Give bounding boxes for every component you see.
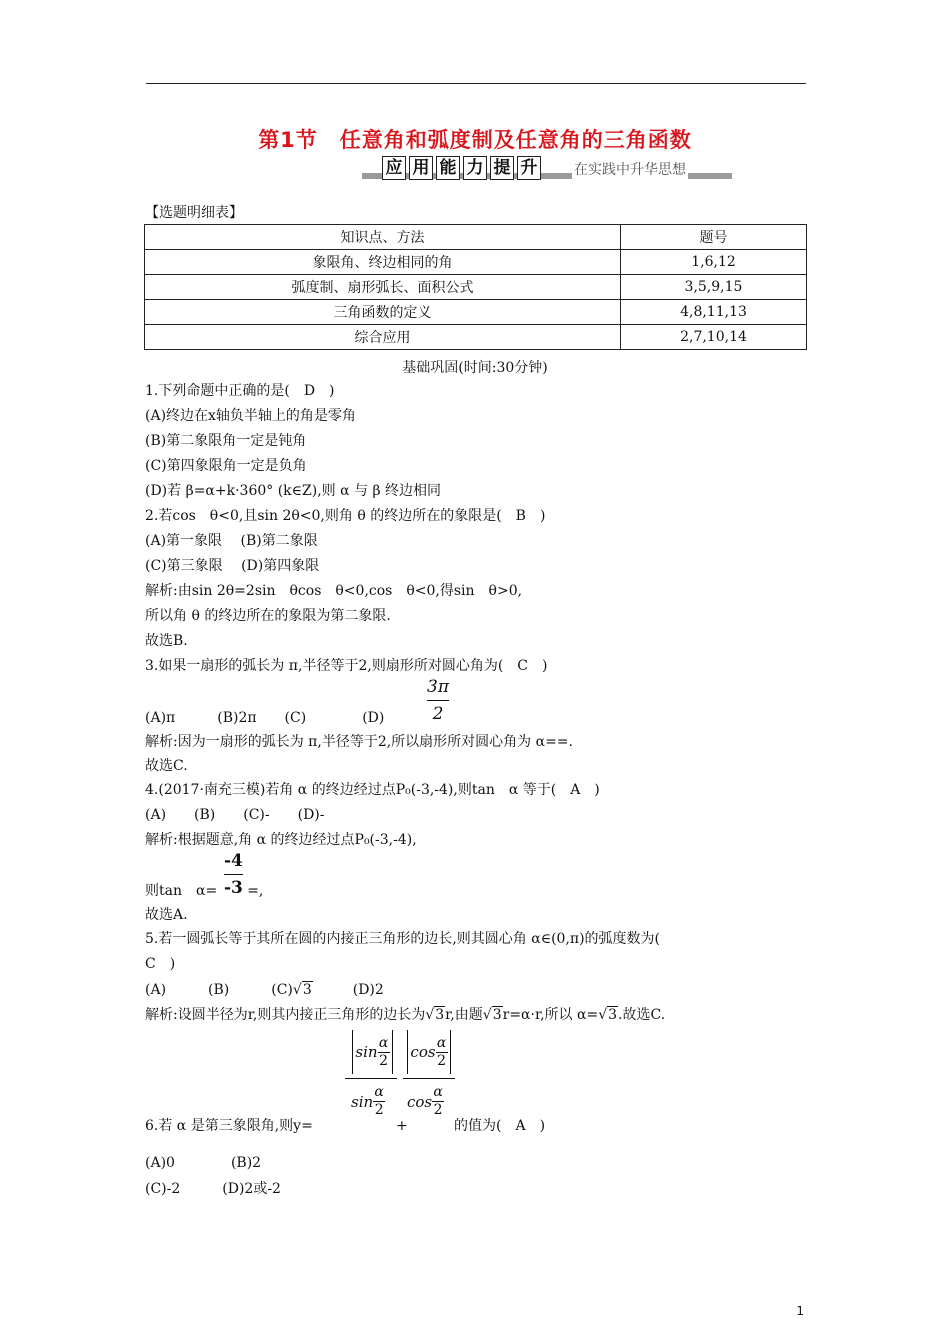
table-row (145, 325, 807, 350)
solution-line: 解析:根据题意,角 α 的终边经过点P₀(-3,-4), (145, 832, 417, 848)
plus-sign: + (396, 1118, 408, 1134)
abs-sin (352, 1030, 392, 1074)
solution-line: 解析:因为一扇形的弧长为 π,半径等于2,所以扇形所对圆心角为 α==. (145, 734, 573, 750)
option-text: (D)2 (352, 982, 384, 998)
radicand: 3 (608, 1007, 618, 1023)
option-line: (C)-2 (D)2或-2 (145, 1181, 281, 1197)
question-5: 5.若一圆弧长等于其所在圆的内接正三角形的边长,则其圆心角 α∈(0,π)的弧度数为( (145, 931, 661, 947)
table-cell: 4,8,11,13 (621, 300, 807, 325)
sin-text: sin (351, 1092, 374, 1111)
fraction-denominator: 2 (432, 704, 444, 724)
question-3: 3.如果一扇形的弧长为 π,半径等于2,则扇形所对圆心角为( C ) (145, 658, 548, 674)
table-cell: 3,5,9,15 (621, 275, 807, 300)
fraction-3pi-over-2 (427, 676, 449, 725)
option-line: (C)第四象限角一定是负角 (145, 458, 307, 474)
fraction-numerator: 3π (427, 677, 449, 697)
sqrt-3: √3 (425, 1007, 445, 1023)
table-row (145, 275, 807, 300)
solution-text: r=α·r,所以 α= (502, 1007, 599, 1023)
sqrt-3: √3 (482, 1007, 502, 1023)
two-text: 2 (433, 1102, 443, 1118)
option-line: (B)第二象限角一定是钝角 (145, 433, 307, 449)
page-title: 第1节 任意角和弧度制及任意角的三角函数 (258, 128, 692, 152)
solution-text: r,由题 (445, 1007, 483, 1023)
radicand: 3 (435, 1007, 445, 1023)
option-text: (A) (B) (C) (145, 982, 293, 998)
banner-char: 用 (409, 156, 433, 180)
table-header-cell: 知识点、方法 (145, 225, 621, 250)
alpha-text: α (378, 1034, 389, 1051)
table-header-cell: 题号 (621, 225, 807, 250)
fraction-denominator: -3 (224, 878, 243, 898)
solution-text: 解析:设圆半径为r,则其内接正三角形的边长为 (145, 1007, 426, 1023)
solution-line: 解析:由sin 2θ=2sin θcos θ<0,cos θ<0,得sin θ>0, (145, 583, 523, 599)
solution-line: 故选B. (145, 633, 188, 649)
solution-line: 故选A. (145, 907, 188, 923)
table-cell: 1,6,12 (621, 250, 807, 275)
section-banner (362, 153, 732, 183)
main-fraction-bar (403, 1078, 455, 1079)
banner-char: 力 (463, 156, 487, 180)
question-1: 1.下列命题中正确的是( D ) (145, 383, 335, 399)
two-text: 2 (379, 1052, 389, 1069)
page-number: 1 (796, 1304, 804, 1318)
fraction-numerator: -4 (224, 851, 243, 871)
radicand: 3 (302, 982, 312, 998)
table-cell: 弧度制、扇形弧长、面积公式 (145, 275, 621, 300)
abs-cos (407, 1030, 450, 1074)
fraction-bar (224, 874, 243, 875)
sin-text: sin (355, 1043, 378, 1061)
sqrt-3: √3 (598, 1007, 618, 1023)
header-rule (146, 83, 806, 84)
question-6: 6.若 α 是第三象限角,则y= (145, 1118, 313, 1134)
question-4: 4.(2017·南充三模)若角 α 的终边经过点P₀(-3,-4),则tan α 等于( A ) (145, 782, 600, 798)
fraction-bar (427, 700, 449, 701)
topic-table (144, 224, 807, 350)
abs-sin-fraction (345, 1030, 400, 1074)
radicand: 3 (492, 1007, 502, 1023)
banner-char: 应 (382, 156, 406, 180)
cos-text: cos (407, 1092, 433, 1111)
sin-denominator (351, 1084, 385, 1119)
alpha-text: α (436, 1034, 447, 1051)
table-row (145, 300, 807, 325)
banner-char: 提 (490, 156, 514, 180)
table-cell: 2,7,10,14 (621, 325, 807, 350)
table-row (145, 250, 807, 275)
table-header-row (145, 225, 807, 250)
solution-line (145, 882, 263, 900)
cos-denominator (407, 1084, 444, 1119)
cos-text: cos (410, 1043, 436, 1061)
abs-cos-fraction (403, 1030, 455, 1074)
option-line: (A)第一象限 (B)第二象限 (145, 533, 318, 549)
table-cell: 综合应用 (145, 325, 621, 350)
table-cell: 象限角、终边相同的角 (145, 250, 621, 275)
question-5-answer: C ) (145, 956, 176, 972)
question-6-end: 的值为( A ) (454, 1118, 546, 1134)
solution-line: 故选C. (145, 758, 188, 774)
option-line: (A)π (B)2π (C) (D) (145, 710, 385, 726)
option-line: (D)若 β=α+k·360° (k∈Z),则 α 与 β 终边相同 (145, 483, 442, 499)
section-heading: 基础巩固(时间:30分钟) (402, 360, 548, 376)
alpha-text: α (433, 1084, 443, 1100)
solution-text: .故选C. (618, 1007, 666, 1023)
two-text: 2 (374, 1102, 384, 1118)
table-cell: 三角函数的定义 (145, 300, 621, 325)
solution-line (145, 1006, 665, 1024)
option-line: (A)0 (B)2 (145, 1155, 262, 1171)
option-line: (A)终边在x轴负半轴上的角是零角 (145, 408, 356, 424)
option-line: (A) (B) (C)- (D)- (145, 807, 325, 823)
banner-chars (382, 156, 541, 180)
banner-slogan: 在实践中升华思想 (572, 159, 688, 179)
banner-char: 升 (517, 156, 541, 180)
banner-char: 能 (436, 156, 460, 180)
alpha-text: α (374, 1084, 384, 1100)
table-title: 【选题明细表】 (145, 205, 243, 221)
solution-text: 则tan α= (145, 883, 218, 899)
solution-line: 所以角 θ 的终边所在的象限为第二象限. (145, 608, 391, 624)
solution-text: =, (247, 883, 264, 899)
main-fraction-bar (345, 1078, 397, 1079)
two-text: 2 (437, 1052, 447, 1069)
option-line: (C)第三象限 (D)第四象限 (145, 558, 320, 574)
sqrt-3: √3 (292, 982, 312, 998)
option-line (145, 981, 384, 999)
question-2: 2.若cos θ<0,且sin 2θ<0,则角 θ 的终边所在的象限是( B ) (145, 508, 546, 524)
